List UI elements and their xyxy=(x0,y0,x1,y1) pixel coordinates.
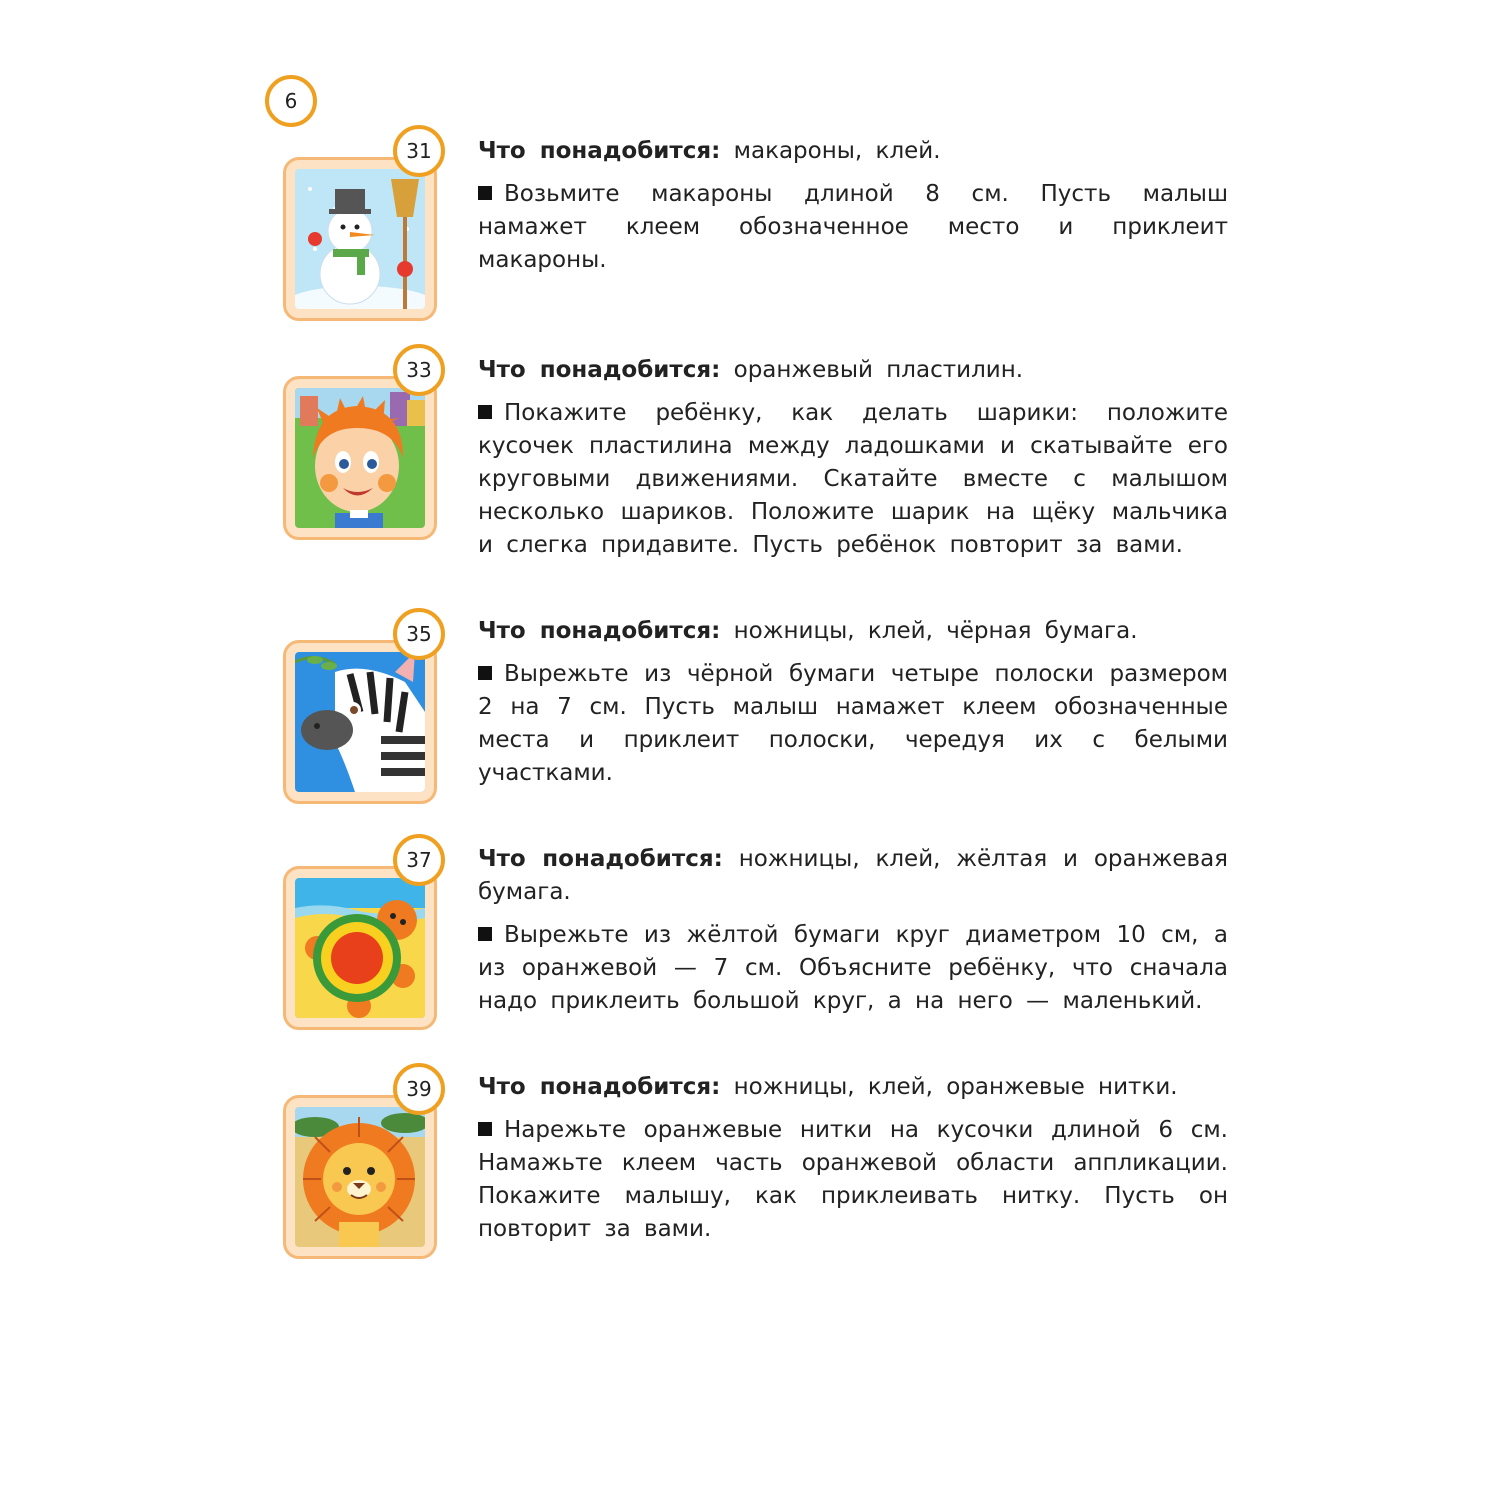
activity-number-badge: 35 xyxy=(393,608,445,660)
needs-materials: макароны, клей. xyxy=(733,138,941,164)
instruction-text: Вырежьте из жёлтой бумаги круг диаметром 10 см, а из оранжевой — 7 см. Объясните ребёнку, что сначала надо приклеить большой круг, а на него — маленький. xyxy=(478,922,1228,1014)
instruction-line xyxy=(478,1114,1228,1246)
activity-text xyxy=(478,354,1228,562)
needs-label: Что понадобится: xyxy=(478,846,723,872)
activity-number-badge: 33 xyxy=(393,344,445,396)
activity-text xyxy=(478,1071,1228,1246)
needs-materials: ножницы, клей, оранжевые нитки. xyxy=(733,1074,1178,1100)
instruction-line xyxy=(478,178,1228,277)
turtle-picture xyxy=(295,878,425,1018)
needs-materials: оранжевый пластилин. xyxy=(733,357,1024,383)
bullet-square-icon xyxy=(478,927,492,941)
activity-text xyxy=(478,843,1228,1018)
bullet-square-icon xyxy=(478,405,492,419)
needs-label: Что понадобится: xyxy=(478,1074,721,1100)
bullet-square-icon xyxy=(478,1122,492,1136)
needs-label: Что понадобится: xyxy=(478,357,721,383)
needs-line xyxy=(478,1071,1228,1104)
needs-materials: ножницы, клей, чёрная бумага. xyxy=(733,618,1138,644)
instruction-text: Возьмите макароны длиной 8 см. Пусть малыш намажет клеем обозначенное место и приклеит макароны. xyxy=(478,181,1228,273)
needs-label: Что понадобится: xyxy=(478,138,721,164)
zebra-picture xyxy=(295,652,425,792)
activity-text xyxy=(478,615,1228,790)
activity-thumbnail xyxy=(283,866,437,1030)
instruction-text: Нарежьте оранжевые нитки на кусочки длиной 6 см. Намажьте клеем часть оранжевой области аппликации. Покажите малышу, как приклеивать нитку. Пусть он повторит за вами. xyxy=(478,1117,1228,1242)
needs-label: Что понадобится: xyxy=(478,618,721,644)
activity-text xyxy=(478,135,1228,277)
snowman-picture xyxy=(295,169,425,309)
instruction-line xyxy=(478,658,1228,790)
bullet-square-icon xyxy=(478,186,492,200)
activity-number-badge: 31 xyxy=(393,125,445,177)
needs-line xyxy=(478,354,1228,387)
needs-line xyxy=(478,615,1228,648)
lion-picture xyxy=(295,1107,425,1247)
activity-thumbnail xyxy=(283,640,437,804)
instruction-line xyxy=(478,397,1228,562)
bullet-square-icon xyxy=(478,666,492,680)
activity-number-badge: 37 xyxy=(393,834,445,886)
instruction-line xyxy=(478,919,1228,1018)
instruction-text: Покажите ребёнку, как делать шарики: положите кусочек пластилина между ладошками и скатывайте его круговыми движениями. Скатайте вместе с малышом несколько шариков. Положите шарик на щёку мальчика и слегка придавите. Пусть ребёнок повторит за вами. xyxy=(478,400,1228,558)
activity-number-badge: 39 xyxy=(393,1063,445,1115)
activity-thumbnail xyxy=(283,157,437,321)
boy-picture xyxy=(295,388,425,528)
activity-thumbnail xyxy=(283,1095,437,1259)
needs-line xyxy=(478,135,1228,168)
needs-materials: ножницы, клей, жёлтая и оранжевая бумага. xyxy=(478,846,1228,905)
activity-thumbnail xyxy=(283,376,437,540)
needs-line xyxy=(478,843,1228,909)
instruction-text: Вырежьте из чёрной бумаги четыре полоски размером 2 на 7 см. Пусть малыш намажет клеем обозначенные места и приклеит полоски, чередуя их с белыми участками. xyxy=(478,661,1228,786)
page-number: 6 xyxy=(265,75,317,127)
